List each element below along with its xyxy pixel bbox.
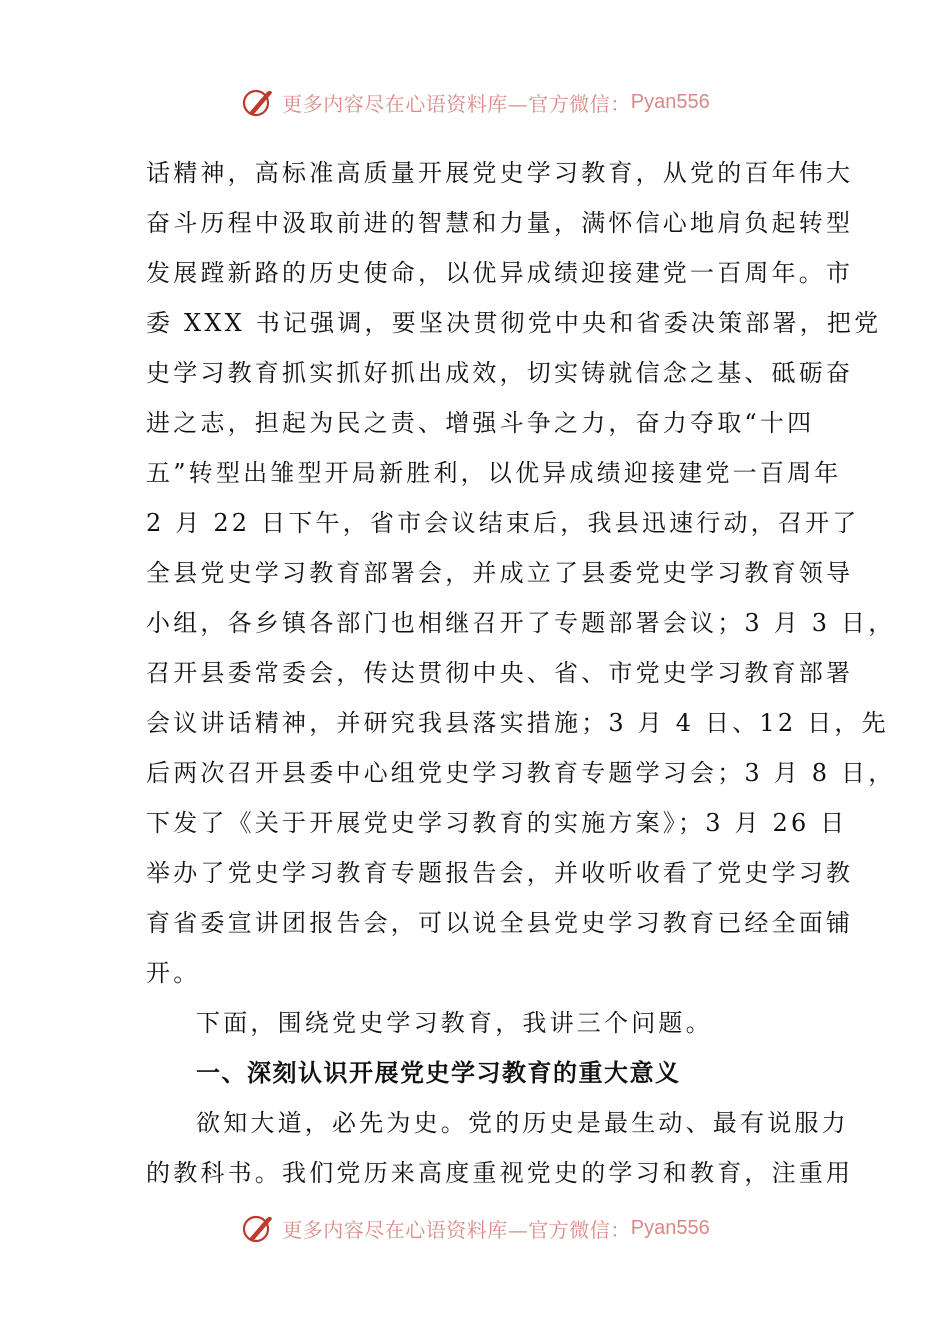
text-line: 全县党史学习教育部署会，并成立了县委党史学习教育领导 [146, 559, 854, 587]
watermark-text: 更多内容尽在心语资料库—官方微信： [282, 1217, 631, 1242]
text-line: 2 月 22 日下午，省市会议结束后，我县迅速行动，召开了 [146, 509, 860, 537]
header-watermark [0, 82, 950, 122]
footer-watermark [0, 1208, 950, 1248]
text-line: 下发了《关于开展党史学习教育的实施方案》；3 月 26 日 [146, 809, 848, 837]
text-line: 会议讲话精神，并研究我县落实措施；3 月 4 日、12 日，先 [146, 709, 889, 737]
text-line: 后两次召开县委中心组党史学习教育专题学习会；3 月 8 日， [146, 759, 896, 787]
text-line: 的教科书。我们党历来高度重视党史的学习和教育，注重用 [146, 1159, 854, 1187]
text-line: 发展蹚新路的历史使命，以优异成绩迎接建党一百周年。市 [146, 259, 854, 287]
text-line: 举办了党史学习教育专题报告会，并收听收看了党史学习教 [146, 859, 854, 887]
text-line: 史学习教育抓实抓好抓出成效，切实铸就信念之基、砥砺奋 [146, 359, 854, 387]
wechat-id: Pyan556 [630, 1216, 710, 1239]
text-line: 育省委宣讲团报告会，可以说全县党史学习教育已经全面铺 [146, 909, 854, 937]
text-line: 小组，各乡镇各部门也相继召开了专题部署会议；3 月 3 日， [146, 609, 896, 637]
watermark-text: 更多内容尽在心语资料库—官方微信： [282, 91, 631, 116]
body-text [146, 148, 896, 1198]
section-heading: 一、深刻认识开展党史学习教育的重大意义 [196, 1059, 681, 1087]
wechat-id: Pyan556 [630, 90, 710, 113]
text-line: 欲知大道，必先为史。党的历史是最生动、最有说服力 [196, 1109, 849, 1137]
text-line: 召开县委常委会，传达贯彻中央、省、市党史学习教育部署 [146, 659, 854, 687]
text-line: 开。 [146, 959, 201, 987]
text-line: 委 XXX 书记强调，要坚决贯彻党中央和省委决策部署，把党 [146, 309, 882, 337]
intro-paragraph: 下面，围绕党史学习教育，我讲三个问题。 [196, 1009, 713, 1037]
text-line: 五”转型出雏型开局新胜利，以优异成绩迎接建党一百周年 [146, 459, 842, 487]
quill-logo-icon [240, 1210, 276, 1246]
text-line: 话精神，高标准高质量开展党史学习教育，从党的百年伟大 [146, 159, 854, 187]
text-line: 奋斗历程中汲取前进的智慧和力量，满怀信心地肩负起转型 [146, 209, 854, 237]
quill-logo-icon [240, 84, 276, 120]
text-line: 进之志，担起为民之责、增强斗争之力，奋力夺取“十四 [146, 409, 815, 437]
